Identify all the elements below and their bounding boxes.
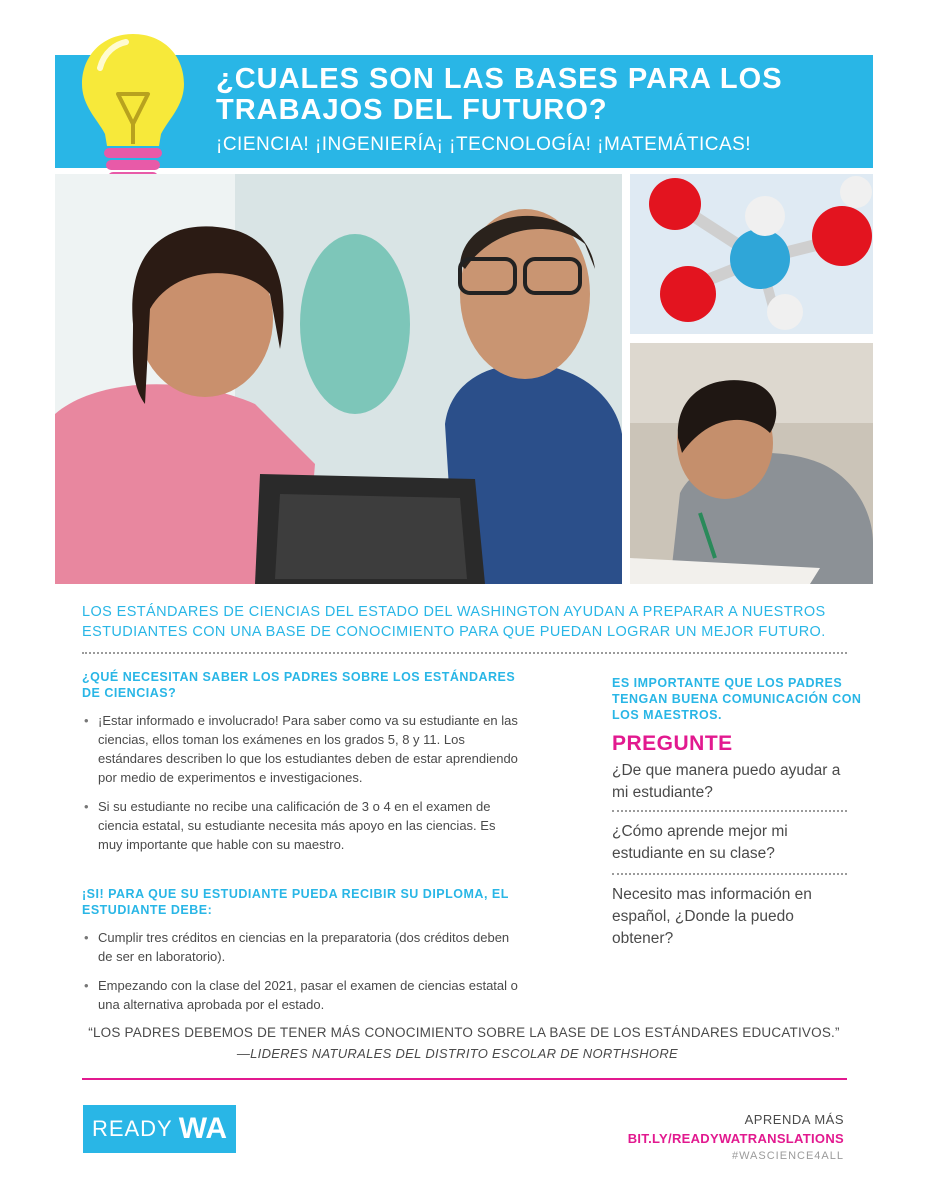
section1-list [82,711,522,864]
list-item: • Empezando con la clase del 2021, pasar el examen de ciencias estatal o una alternativa aprobada por el estado. [82,976,522,1014]
quote-attribution: —LIDERES NATURALES DEL DISTRITO ESCOLAR DE NORTHSHORE [236,1046,678,1061]
logo-ready-text: READY [91,1116,173,1141]
section2-list [82,928,522,1024]
list-item: • ¡Estar informado e involucrado! Para saber como va su estudiante en las ciencias, ellos toman los exámenes en los grados 5, 8 y 11. Los estándares describen lo que los estudiantes deben de estar aprendiendo por medio de experimentos e investigaciones. [82,711,522,787]
page-title: ¿CUALES SON LAS BASES PARA LOS TRABAJOS DEL FUTURO? [216,63,783,126]
dotted-divider [82,652,847,654]
hashtag: #WASCIENCE4ALL [731,1150,844,1162]
question-2: ¿Cómo aprende mejor mi estudiante en su clase? [612,823,788,862]
ask-label: PREGUNTE [612,732,733,755]
pink-divider [82,1078,847,1080]
dotted-divider [612,873,847,875]
intro-statement: LOS ESTÁNDARES DE CIENCIAS DEL ESTADO DEL WASHINGTON AYUDAN A PREPARAR A NUESTROS ESTUDIANTES CON UNA BASE DE CONOCIMIENTO PARA QUE PUEDAN LOGRAR UN MEJOR FUTURO. [82,604,826,640]
parent-quote: “LOS PADRES DEBEMOS DE TENER MÁS CONOCIMIENTO SOBRE LA BASE DE LOS ESTÁNDARES EDUCATIVOS.” [88,1025,840,1040]
right-heading: ES IMPORTANTE QUE LOS PADRES TENGAN BUENA COMUNICACIÓN CON LOS MAESTROS. [612,676,862,722]
dotted-divider [612,810,847,812]
photo-girl-and-teacher-tablet [55,174,622,584]
section1-heading: ¿QUÉ NECESITAN SABER LOS PADRES SOBRE LOS ESTÁNDARES DE CIENCIAS? [82,670,516,700]
section2-heading: ¡SI! PARA QUE SU ESTUDIANTE PUEDA RECIBIR SU DIPLOMA, EL ESTUDIANTE DEBE: [82,887,509,917]
question-3: Necesito mas información en español, ¿Donde la puedo obtener? [612,886,812,947]
translations-link[interactable]: BIT.LY/READYWATRANSLATIONS [627,1131,844,1146]
lightbulb-icon [78,28,188,193]
photo-molecule-model [630,174,873,334]
photo-boy-writing [630,343,873,584]
readywa-logo [83,1105,236,1153]
question-1: ¿De que manera puedo ayudar a mi estudiante? [612,762,841,801]
page-subtitle: ¡CIENCIA! ¡INGENIERÍA¡ ¡TECNOLOGÍA! ¡MATEMÁTICAS! [216,134,752,155]
logo-wa-text: WA [178,1112,228,1145]
list-item: • Si su estudiante no recibe una calificación de 3 o 4 en el examen de ciencia estatal, su estudiante necesita más apoyo en las ciencias. Es muy importante que hable con su maestro. [82,797,522,854]
learn-more-label: APRENDA MÁS [744,1112,844,1127]
list-item: • Cumplir tres créditos en ciencias en la preparatoria (dos créditos deben de ser en laboratorio). [82,928,522,966]
